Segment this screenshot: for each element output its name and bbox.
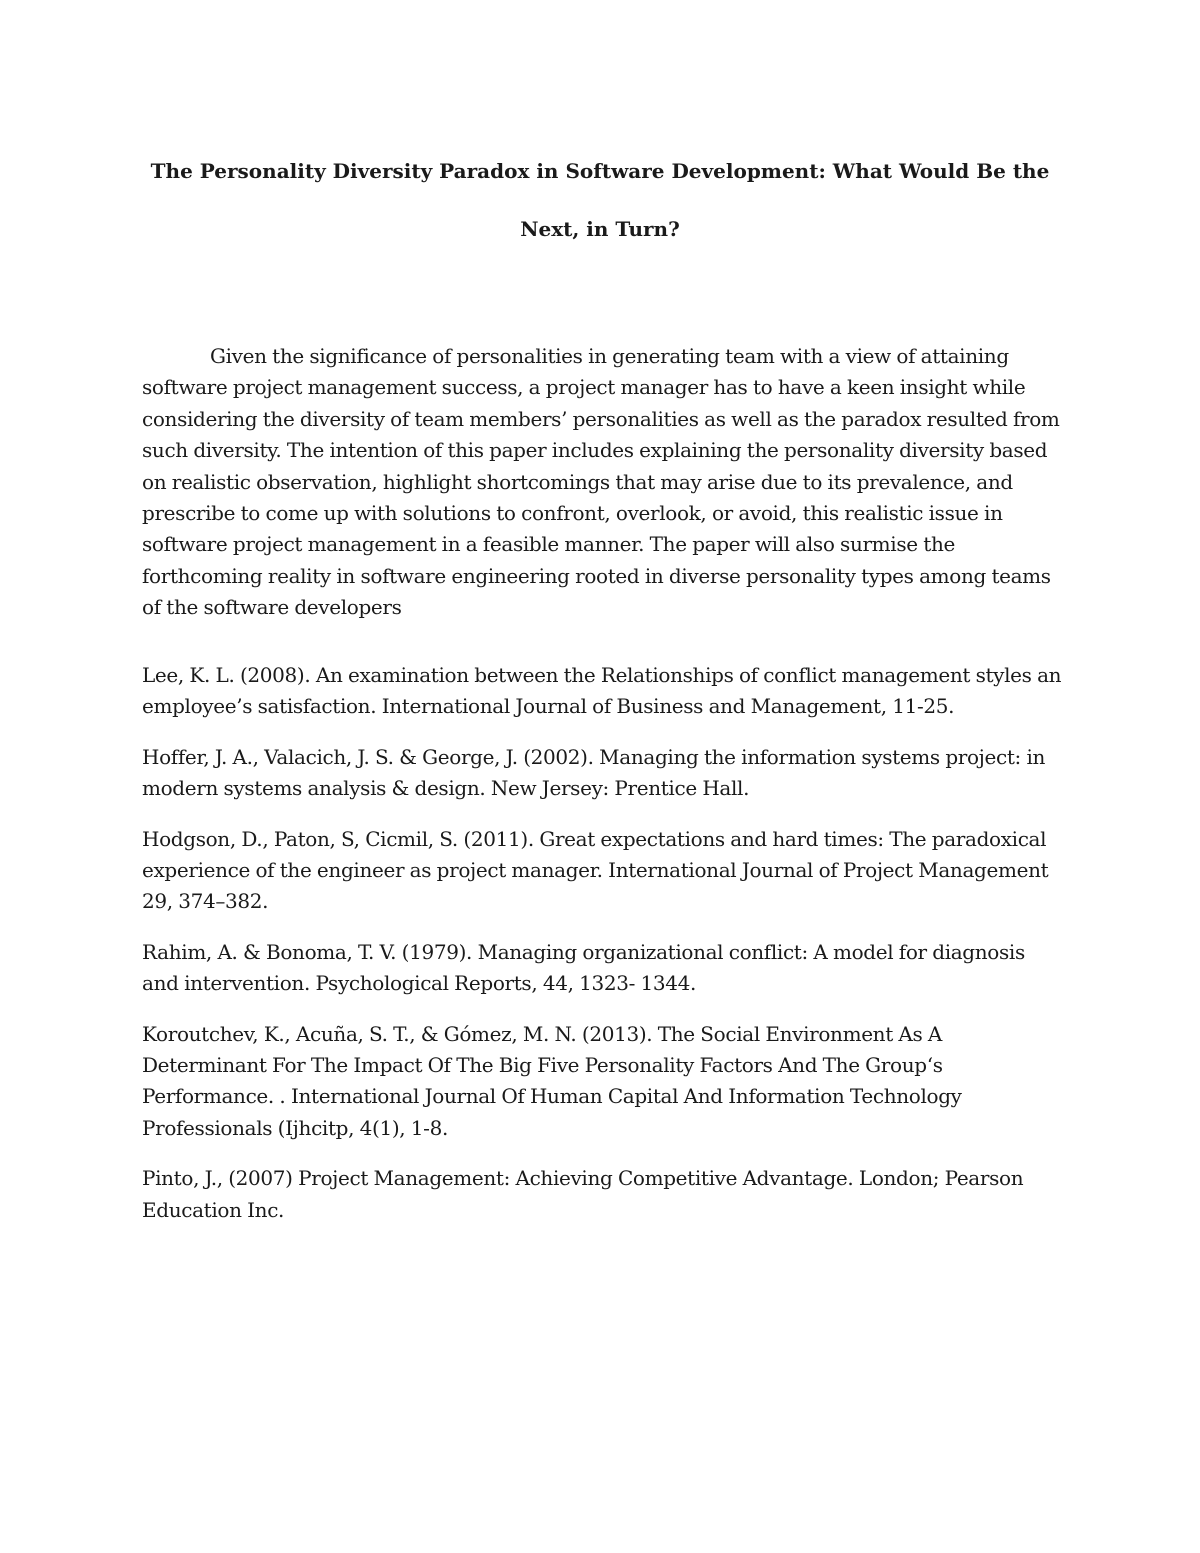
reference-entry: Hoffer, J. A., Valacich, J. S. & George, J. (2002). Managing the information systems project: in modern systems analysis & design. New Jersey: Prentice Hall.	[142, 744, 1046, 801]
reference-entry: Rahim, A. & Bonoma, T. V. (1979). Managing organizational conflict: A model for diagnosis and intervention. Psychological Reports, 44, 1323- 1344.	[142, 939, 1025, 996]
reference-entry: Koroutchev, K., Acuña, S. T., & Gómez, M. N. (2013). The Social Environment As A Determinant For The Impact Of The Big Five Personality Factors And The Group‘s Performance. . International Journal Of Human Capital And Information Technology Professionals (Ijhcitp, 4(1), 1-8.	[142, 1021, 962, 1140]
abstract-paragraph: Given the significance of personalities in generating team with a view of attaining software project management success, a project manager has to have a keen insight while considering the diversity of team members’ personalities as well as the paradox resulted from such diversity. The intention of this paper includes explaining the personality diversity based on realistic observation, highlight shortcomings that may arise due to its prevalence, and prescribe to come up with solutions to confront, overlook, or avoid, this realistic issue in software project management in a feasible manner. The paper will also surmise the forthcoming reality in software engineering rooted in diverse personality types among teams of the software developers	[142, 344, 1060, 620]
document-title: The Personality Diversity Paradox in Software Development: What Would Be the Next, in Turn?	[150, 159, 1050, 241]
reference-entry: Pinto, J., (2007) Project Management: Achieving Competitive Advantage. London; Pearson Education Inc.	[142, 1166, 1024, 1222]
reference-entry: Lee, K. L. (2008). An examination between the Relationships of conflict management styles an employee’s satisfaction. International Journal of Business and Management, 11-25.	[142, 663, 1062, 719]
reference-entry: Hodgson, D., Paton, S, Cicmil, S. (2011). Great expectations and hard times: The paradoxical experience of the engineer as project manager. International Journal of Project Management 29, 374–382.	[142, 826, 1049, 914]
reference-list	[142, 660, 1062, 1245]
